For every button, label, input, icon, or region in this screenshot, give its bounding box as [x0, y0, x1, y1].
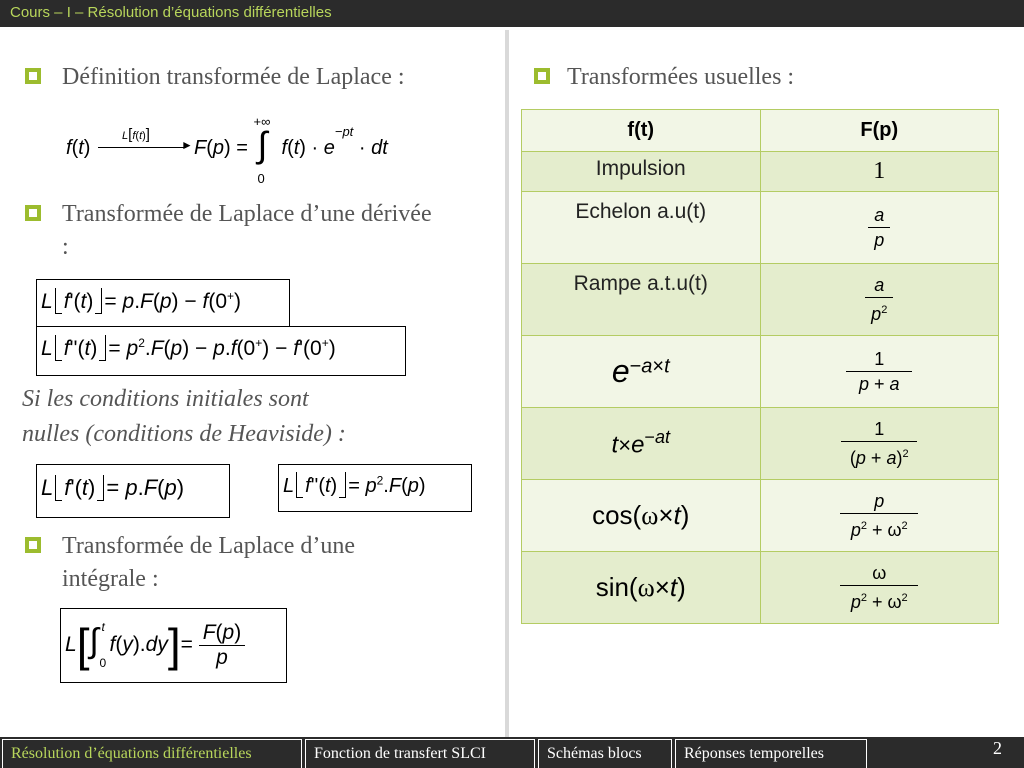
- bullet-icon: [25, 205, 41, 221]
- table-row-impulse-F: 1: [760, 152, 999, 192]
- tab-reponses-temporelles[interactable]: Réponses temporelles: [675, 739, 867, 768]
- laplace-transform-table: [521, 109, 999, 624]
- tab-fonction-transfert[interactable]: Fonction de transfert SLCI: [305, 739, 535, 768]
- usual-transforms-heading: Transformées usuelles :: [567, 64, 795, 90]
- table-header-f: f(t): [522, 110, 761, 152]
- table-row-texp-F: $\frac{1}{(p + a)^2}$: [760, 408, 999, 480]
- integral-heading-line2: intégrale :: [62, 566, 159, 592]
- first-derivative-formula: L f'(t) = p.F(p) − f(0+): [36, 279, 290, 327]
- heaviside-note-line2: nulles (conditions de Heaviside) :: [22, 421, 346, 447]
- table-header-F: F(p): [760, 110, 999, 152]
- bullet-icon: [534, 68, 550, 84]
- tab-schemas-blocs[interactable]: Schémas blocs: [538, 739, 672, 768]
- table-row-step-F: $\frac{a}{p}$: [760, 192, 999, 264]
- table-row-step-f: Echelon a.u(t): [522, 192, 761, 264]
- table-row-sin-f: sin(ω×t): [522, 552, 761, 624]
- column-divider: [505, 30, 509, 738]
- second-derivative-zero-ic-formula: L $f''(t) = p^2.F(p)$: [278, 464, 472, 512]
- top-bar: [0, 0, 1024, 27]
- table-row-texp-f: $t\times e^{-at}$: [522, 408, 761, 480]
- table-row-ramp-f: Rampe a.t.u(t): [522, 264, 761, 336]
- table-row-cos-F: $\frac{p}{p^2 + \omega^2}$: [760, 480, 999, 552]
- integral-heading: Transformée de Laplace d’une: [62, 533, 355, 559]
- laplace-definition-formula: f(t) L[f(t)] ► F(p) = +∞ ∫ 0 $f(t) \cdot e^{-pt}$ · dt: [66, 114, 388, 186]
- table-row-ramp-F: $\frac{a}{p^2}$: [760, 264, 999, 336]
- derivative-heading-colon: :: [62, 234, 69, 260]
- tab-resolution[interactable]: Résolution d’équations différentielles: [2, 739, 302, 768]
- course-title: Cours – I – Résolution d’équations différentielles: [10, 4, 332, 21]
- heaviside-note-line1: Si les conditions initiales sont: [22, 386, 309, 412]
- table-row-exp-f: $e^{-a\times t}$: [522, 336, 761, 408]
- laplace-definition-heading: Définition transformée de Laplace :: [62, 64, 405, 90]
- page-number: 2: [993, 738, 1002, 758]
- table-row-exp-F: $\frac{1}{p + a}$: [760, 336, 999, 408]
- first-derivative-zero-ic-formula: L f'(t) = p.F(p): [36, 464, 230, 518]
- bullet-icon: [25, 537, 41, 553]
- table-row-sin-F: $\frac{\omega}{p^2 + \omega^2}$: [760, 552, 999, 624]
- integral-formula: L[ ∫ t 0 f(y).dy]= $\frac{F(p)}{p}$: [60, 608, 287, 683]
- second-derivative-formula: L $f''(t) = p^2.F(p) - p.f(0^+) - f'(0^+)$: [36, 326, 406, 376]
- table-row-impulse-f: Impulsion: [522, 152, 761, 192]
- table-row-cos-f: cos(ω×t): [522, 480, 761, 552]
- bullet-icon: [25, 68, 41, 84]
- derivative-heading: Transformée de Laplace d’une dérivée: [62, 201, 432, 227]
